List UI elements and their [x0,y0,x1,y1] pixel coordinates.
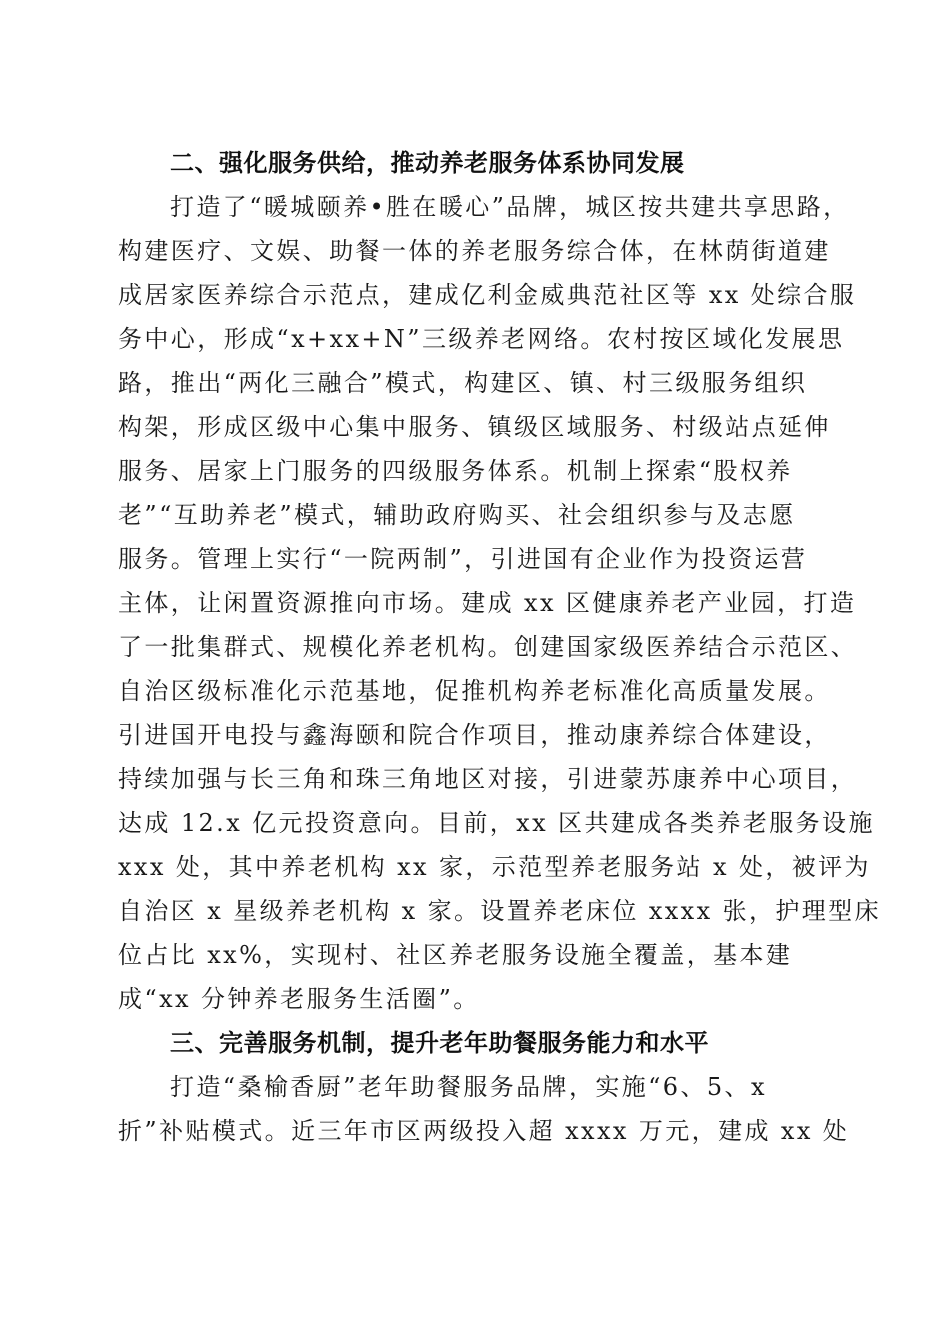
paragraph-line: 老”“互助养老”模式，辅助政府购买、社会组织参与及志愿 [118,501,796,529]
paragraph-line: 服务。管理上实行“一院两制”，引进国有企业作为投资运营 [118,545,808,573]
paragraph-3-1 [118,1065,850,1153]
paragraph-line: 打造“桑榆香厨”老年助餐服务品牌，实施“6、5、x [170,1073,767,1101]
paragraph-line: 持续加强与长三角和珠三角地区对接，引进蒙苏康养中心项目， [118,765,858,793]
paragraph-line: 自治区级标准化示范基地，促推机构养老标准化高质量发展。 [118,677,831,705]
paragraph-line: 达成 12.x 亿元投资意向。目前，xx 区共建成各类养老服务设施 [118,809,875,837]
paragraph-line: 自治区 x 星级养老机构 x 家。设置养老床位 xxxx 张，护理型床 [118,897,881,925]
document-body [118,141,881,1153]
paragraph-line: 打造了“暖城颐养•胜在暖心”品牌，城区按共建共享思路， [170,193,850,221]
section-heading-3: 三、完善服务机制，提升老年助餐服务能力和水平 [170,1029,709,1057]
paragraph-line: 路，推出“两化三融合”模式，构建区、镇、村三级服务组织 [118,369,808,397]
paragraph-line: 服务、居家上门服务的四级服务体系。机制上探索“股权养 [118,457,793,485]
paragraph-line: 构建医疗、文娱、助餐一体的养老服务综合体，在林荫街道建 [118,237,831,265]
paragraph-line: 构架，形成区级中心集中服务、镇级区域服务、村级站点延伸 [118,413,831,441]
paragraph-line: 位占比 xx%，实现村、社区养老服务设施全覆盖，基本建 [118,941,793,969]
paragraph-line: 主体，让闲置资源推向市场。建成 xx 区健康养老产业园，打造 [118,589,857,617]
paragraph-line: 折”补贴模式。近三年市区两级投入超 xxxx 万元，建成 xx 处 [118,1117,850,1145]
paragraph-line: 务中心，形成“x+xx+N”三级养老网络。农村按区域化发展思 [118,325,845,353]
section-heading-2: 二、强化服务供给，推动养老服务体系协同发展 [170,149,685,177]
paragraph-line: 引进国开电投与鑫海颐和院合作项目，推动康养综合体建设， [118,721,831,749]
paragraph-line: 成“xx 分钟养老服务生活圈”。 [118,985,480,1013]
paragraph-2-1 [118,185,881,1021]
paragraph-line: 了一批集群式、规模化养老机构。创建国家级医养结合示范区、 [118,633,858,661]
paragraph-line: 成居家医养综合示范点，建成亿利金威典范社区等 xx 处综合服 [118,281,857,309]
paragraph-line: xxx 处，其中养老机构 xx 家，示范型养老服务站 x 处，被评为 [118,853,871,881]
